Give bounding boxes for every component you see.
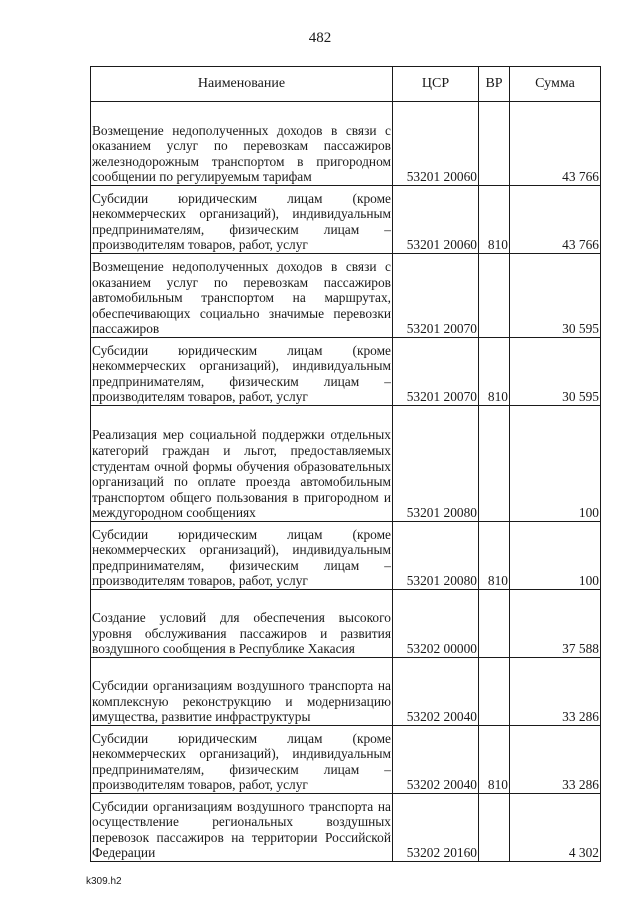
row-name-cell: Субсидии организациям воздушного транспорта на осуществление региональных воздушных перевозок пассажиров на территории Российской Федерации [91,794,393,862]
row-csr-cell: 53202 20040 [393,658,479,726]
table-row [91,102,601,186]
row-vr-cell [479,254,510,338]
header-csr: ЦСР [393,67,479,102]
row-sum-cell: 33 286 [510,726,601,794]
row-name-cell: Субсидии организациям воздушного транспорта на комплексную реконструкцию и модернизацию имущества, развитие инфраструктуры [91,658,393,726]
row-vr-cell [479,658,510,726]
row-sum-cell: 37 588 [510,590,601,658]
table-row [91,590,601,658]
table-body [91,102,601,862]
table-row [91,658,601,726]
table-row [91,254,601,338]
table-row [91,794,601,862]
row-csr-cell: 53201 20070 [393,338,479,406]
header-vr: ВР [479,67,510,102]
row-name-cell: Субсидии юридическим лицам (кроме некоммерческих организаций), индивидуальным предпринимателям, физическим лицам – производителям товаров, работ, услуг [91,522,393,590]
header-row [91,67,601,102]
row-name-cell: Субсидии юридическим лицам (кроме некоммерческих организаций), индивидуальным предпринимателям, физическим лицам – производителям товаров, работ, услуг [91,726,393,794]
page-number: 482 [308,30,332,46]
footer-code: k309.h2 [86,876,122,887]
row-name-cell: Создание условий для обеспечения высокого уровня обслуживания пассажиров и развития воздушного сообщения в Республике Хакасия [91,590,393,658]
table-row [91,522,601,590]
row-vr-cell: 810 [479,186,510,254]
table-row [91,406,601,522]
row-name-cell: Субсидии юридическим лицам (кроме некоммерческих организаций), индивидуальным предпринимателям, физическим лицам – производителям товаров, работ, услуг [91,338,393,406]
row-csr-cell: 53201 20060 [393,186,479,254]
table-header [91,67,601,102]
row-csr-cell: 53202 20160 [393,794,479,862]
row-csr-cell: 53201 20080 [393,522,479,590]
row-sum-cell: 4 302 [510,794,601,862]
row-name-cell: Субсидии юридическим лицам (кроме некоммерческих организаций), индивидуальным предпринимателям, физическим лицам – производителям товаров, работ, услуг [91,186,393,254]
table-row [91,338,601,406]
table-row [91,186,601,254]
header-sum: Сумма [510,67,601,102]
header-name: Наименование [91,67,393,102]
row-vr-cell [479,590,510,658]
row-vr-cell: 810 [479,338,510,406]
row-csr-cell: 53201 20080 [393,406,479,522]
row-vr-cell [479,406,510,522]
row-name-cell: Возмещение недополученных доходов в связи с оказанием услуг по перевозкам пассажиров автомобильным транспортом на маршрутах, обеспечивающих социально значимые перевозки пассажиров [91,254,393,338]
budget-table [90,66,601,862]
row-sum-cell: 43 766 [510,102,601,186]
row-name-cell: Возмещение недополученных доходов в связи с оказанием услуг по перевозкам пассажиров железнодорожным транспортом в пригородном сообщении по регулируемым тарифам [91,102,393,186]
row-vr-cell: 810 [479,726,510,794]
row-sum-cell: 30 595 [510,254,601,338]
row-sum-cell: 43 766 [510,186,601,254]
row-csr-cell: 53201 20070 [393,254,479,338]
row-csr-cell: 53201 20060 [393,102,479,186]
row-sum-cell: 100 [510,522,601,590]
row-sum-cell: 30 595 [510,338,601,406]
row-name-cell: Реализация мер социальной поддержки отдельных категорий граждан и льгот, предоставляемых студентам очной формы обучения образовательных организаций по оплате проезда автомобильным транспортом общего пользования в пригородном и междугородном сообщениях [91,406,393,522]
row-vr-cell: 810 [479,522,510,590]
row-sum-cell: 33 286 [510,658,601,726]
row-csr-cell: 53202 20040 [393,726,479,794]
row-csr-cell: 53202 00000 [393,590,479,658]
table-row [91,726,601,794]
row-sum-cell: 100 [510,406,601,522]
row-vr-cell [479,794,510,862]
row-vr-cell [479,102,510,186]
